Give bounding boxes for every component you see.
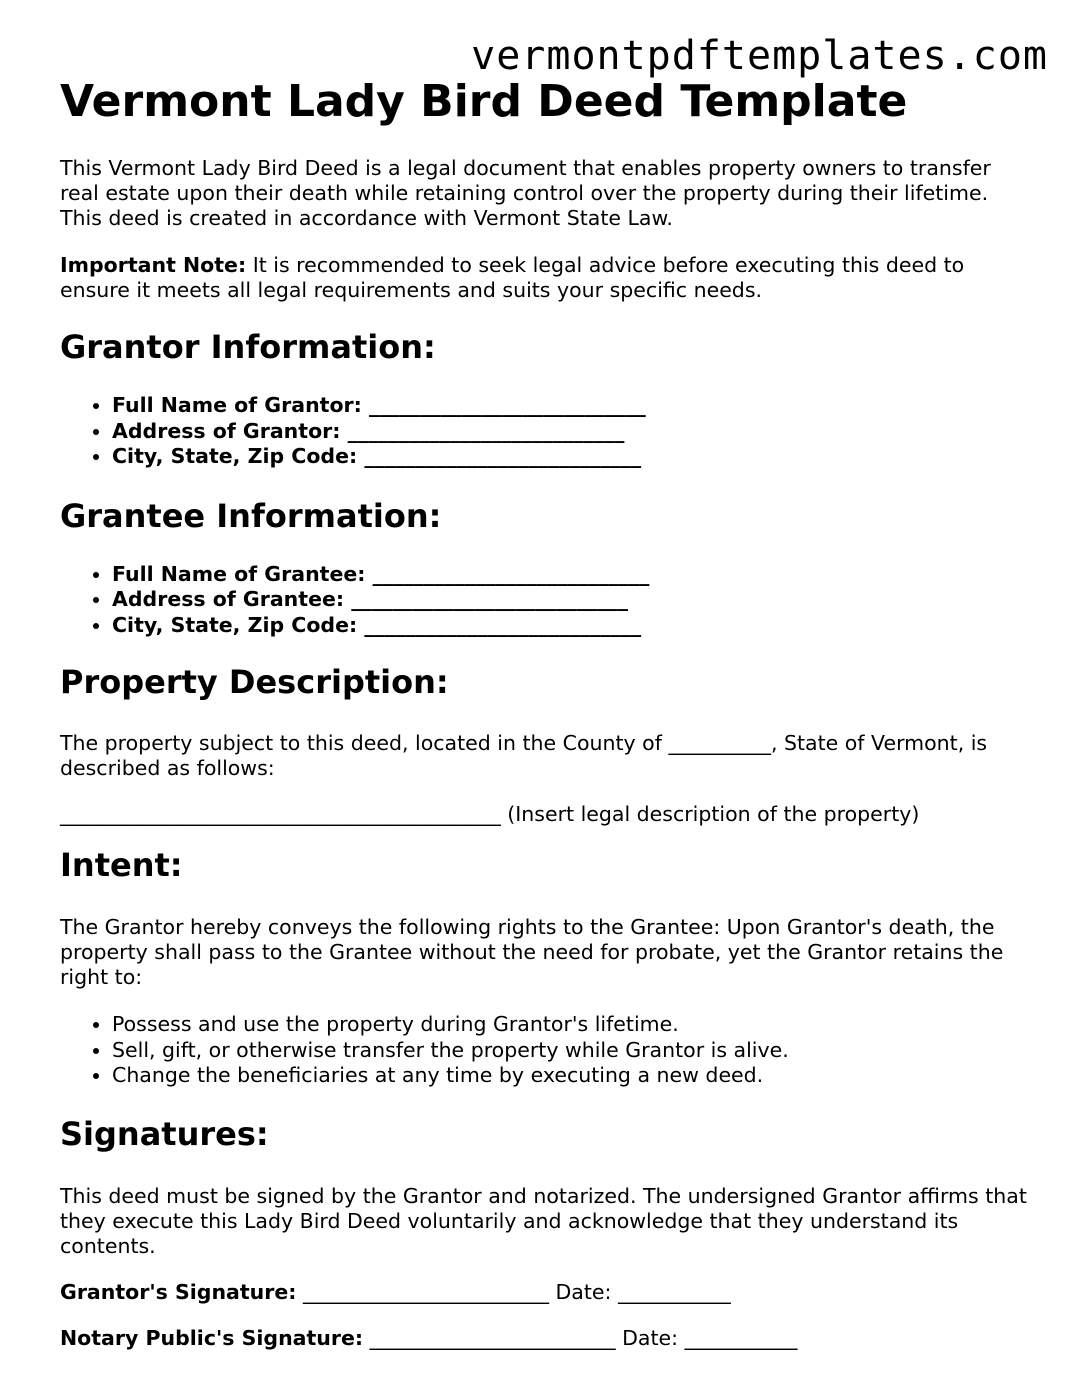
intent-text: The Grantor hereby conveys the following rights to the Grantee: Upon Grantor's death, the property shall pass to the Grantee without the need for probate, yet the Grantor retains the right to: [60, 915, 1004, 989]
important-note [60, 253, 1030, 303]
grantor-address-field[interactable]: • Address of Grantor: ___________________________ [112, 419, 1030, 445]
document-page [60, 76, 1030, 1351]
grantee-name-field[interactable]: • Full Name of Grantee: ___________________________ [112, 562, 1030, 588]
grantor-heading: Grantor Information: [60, 328, 436, 366]
grantor-name-field[interactable]: • Full Name of Grantor: ___________________________ [112, 393, 1030, 419]
watermark: vermontpdftemplates.com [471, 33, 1048, 79]
list-item: • Possess and use the property during Grantor's lifetime. [112, 1012, 1030, 1038]
signatures-text: This deed must be signed by the Grantor and notarized. The undersigned Grantor affirms that they execute this Lady Bird Deed voluntarily and acknowledge that they understand its contents. [60, 1183, 1027, 1258]
grantee-address-field[interactable]: • Address of Grantee: ___________________________ [112, 587, 1030, 613]
property-description-line[interactable]: ___________________________________________ (Insert legal description of the property) [60, 802, 920, 826]
notary-signature-blanks[interactable]: ________________________ Date: ___________ [363, 1325, 798, 1350]
intent-heading: Intent: [60, 846, 183, 884]
signatures-heading: Signatures: [60, 1114, 269, 1153]
grantor-signature-label: Grantor's Signature: [60, 1279, 297, 1304]
document-title: Vermont Lady Bird Deed Template [60, 76, 908, 127]
grantor-signature-line[interactable] [60, 1280, 1030, 1305]
important-note-text: It is recommended to seek legal advice before executing this deed to ensure it meets all legal requirements and suits your specific needs. [60, 253, 965, 302]
property-text: The property subject to this deed, located in the County of __________, State of Vermont, is described as follows: [60, 731, 988, 780]
grantee-heading: Grantee Information: [60, 496, 442, 535]
grantor-city-field[interactable]: • City, State, Zip Code: ___________________________ [112, 444, 1030, 470]
notary-signature-label: Notary Public's Signature: [60, 1325, 364, 1350]
grantor-fields [60, 393, 1030, 470]
intro-paragraph: This Vermont Lady Bird Deed is a legal document that enables property owners to transfer real estate upon their death while retaining control over the property during their lifetime. This deed is created in accordance with Vermont State Law. [60, 156, 991, 230]
important-note-label: Important Note: [60, 253, 247, 277]
property-heading: Property Description: [60, 663, 449, 701]
grantee-fields [60, 562, 1030, 639]
grantor-signature-blanks[interactable]: ________________________ Date: ___________ [296, 1279, 731, 1304]
rights-list [60, 1012, 1030, 1089]
list-item: • Sell, gift, or otherwise transfer the property while Grantor is alive. [112, 1038, 1030, 1064]
grantee-city-field[interactable]: • City, State, Zip Code: ___________________________ [112, 613, 1030, 639]
notary-signature-line[interactable] [60, 1326, 1030, 1351]
list-item: • Change the beneficiaries at any time by executing a new deed. [112, 1063, 1030, 1089]
